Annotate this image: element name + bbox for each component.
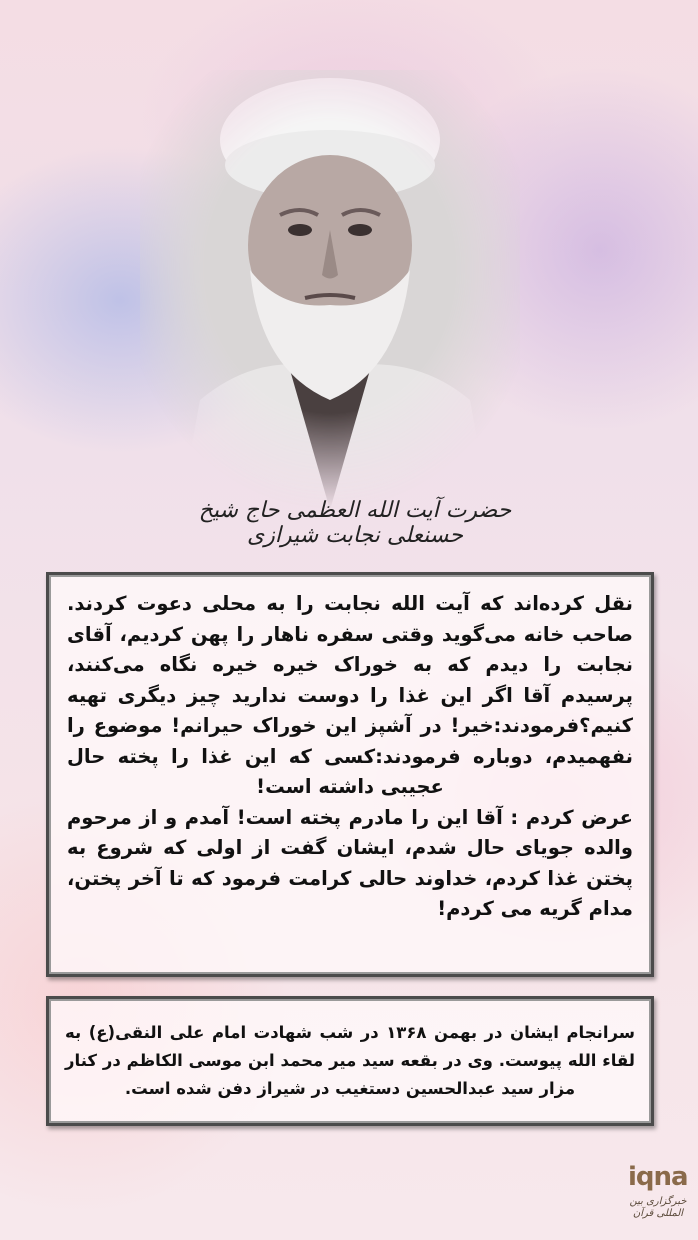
story-paragraph-1: نقل کرده‌اند که آیت الله نجابت را به محلی دعوت کردند. صاحب خانه می‌گوید وقتی سفره ناهار را پهن کردیم، آقای نجابت را دیدم که به خوراک خیره خیره نگاه می‌کنند، پرسیدم آقا اگر این غذا را دوست ندارید چیز دیگری تهیه کنیم؟فرمودند:خیر! در آشپز این خوراک حیرانم! موضوع را نفهمیدم، دوباره فرمودند:کسی که این غذا را پخته حال عجیبی داشته است! — [67, 592, 633, 798]
burial-note-box — [46, 996, 654, 1126]
iqna-logo — [622, 1162, 694, 1234]
story-paragraph-2: عرض کردم : آقا این را مادرم پخته است! آمدم و از مرحوم والده جویای حال شدم، ایشان گفت از اولی که شروع به پختن غذا کردم، خداوند حالی کرامت فرمود که تا آخر پختن، مدام گریه می کردم! — [67, 805, 633, 920]
burial-note-text: سرانجام ایشان در بهمن ۱۳۶۸ در شب شهادت امام علی النقی(ع) به لقاء الله پیوست. وی در بقعه سید میر محمد ابن موسی الکاظم در کنار مزار سید عبدالحسین دستغیب در شیراز دفن شده است. — [65, 1023, 635, 1098]
logo-tagline: خبرگزاری بین المللی قرآن — [629, 1196, 687, 1219]
portrait-photo — [140, 70, 520, 510]
logo-name: iqna — [628, 1162, 688, 1192]
story-box — [46, 572, 654, 977]
portrait-caption: حضرت آیت الله العظمی حاج شیخ حسنعلی نجابت شیرازی — [198, 498, 512, 548]
